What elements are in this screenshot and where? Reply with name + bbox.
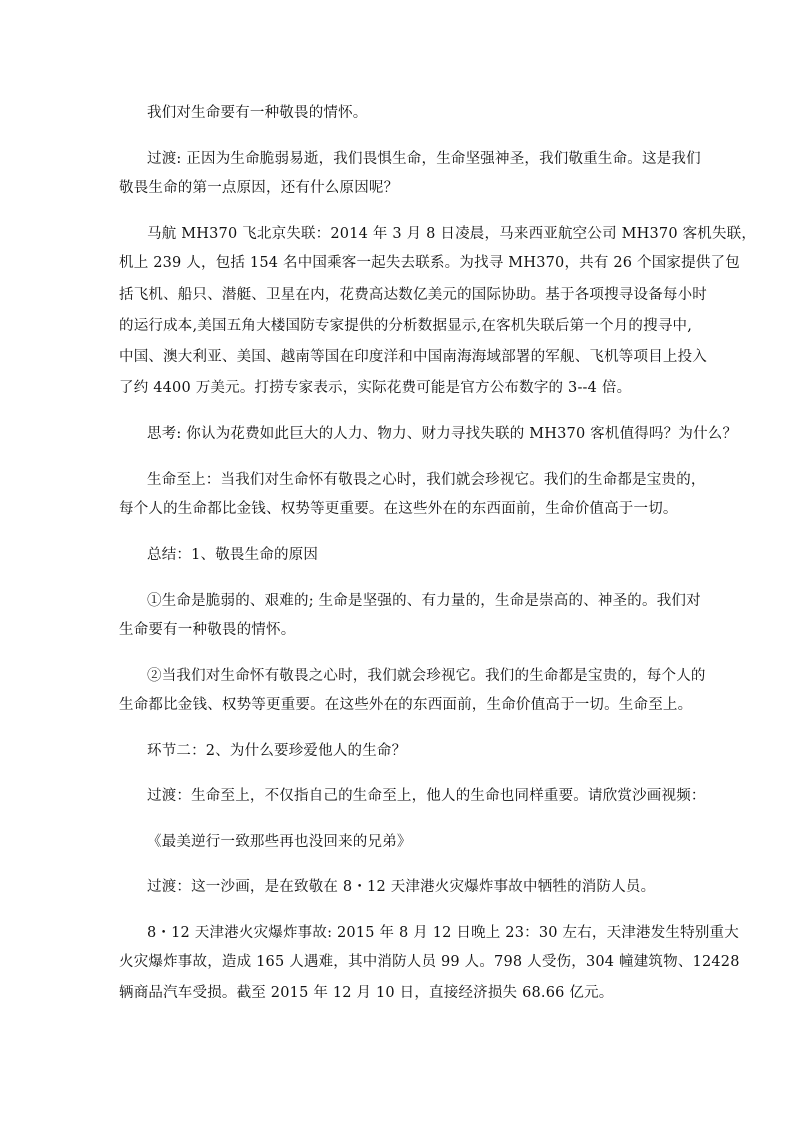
paragraph-section-two-heading: 环节二：2、为什么要珍爱他人的生命？: [147, 743, 407, 759]
paragraph-transition-3-line-1: 过渡：这一沙画，是在致敬在 8・12 天津港火灾爆炸事故中牺牲的消防人员。: [147, 879, 656, 895]
paragraph-life-supreme-line-2: 每个人的生命都比金钱、权势等更重要。在这些外在的东西面前，生命价值高于一切。: [119, 501, 678, 517]
paragraph-video-title: 《最美逆行一致那些再也没回来的兄弟》: [147, 834, 412, 850]
paragraph-awe-line-1: 我们对生命要有一种敬畏的情怀。: [147, 105, 368, 121]
paragraph-summary-heading: 总结：1、敬畏生命的原因: [147, 547, 319, 563]
paragraph-tianjin-line-3: 辆商品汽车受损。截至 2015 年 12 月 10 日，直接经济损失 68.66 亿元。: [119, 985, 614, 1001]
paragraph-transition-1-line-2: 敬畏生命的第一点原因，还有什么原因呢？: [119, 180, 399, 196]
paragraph-tianjin-line-2: 火灾爆炸事故，造成 165 人遇难，其中消防人员 99 人。798 人受伤，304 幢建筑物、12428: [119, 954, 740, 970]
paragraph-transition-2-line-1: 过渡：生命至上，不仅指自己的生命至上，他人的生命也同样重要。请欣赏沙画视频：: [147, 788, 706, 804]
paragraph-mh370-line-4: 的运行成本,美国五角大楼国防专家提供的分析数据显示,在客机失联后第一个月的搜寻中,: [119, 318, 693, 334]
paragraph-mh370-line-6: 了约 4400 万美元。打捞专家表示，实际花费可能是官方公布数字的 3--4 倍。: [119, 380, 632, 396]
paragraph-reason-1-line-1: ①生命是脆弱的、艰难的; 生命是坚强的、有力量的，生命是崇高的、神圣的。我们对: [147, 593, 701, 609]
paragraph-reason-1-line-2: 生命要有一种敬畏的情怀。: [119, 622, 296, 638]
paragraph-mh370-line-3: 括飞机、船只、潜艇、卫星在内，花费高达数亿美元的国际协助。基于各项搜寻设备每小时: [119, 287, 707, 303]
paragraph-reason-2-line-1: ②当我们对生命怀有敬畏之心时，我们就会珍视它。我们的生命都是宝贵的，每个人的: [147, 668, 706, 684]
paragraph-mh370-line-1: 马航 MH370 飞北京失联：2014 年 3 月 8 日凌晨，马来西亚航空公司 MH370 客机失联，: [147, 226, 757, 242]
paragraph-reason-2-line-2: 生命都比金钱、权势等更重要。在这些外在的东西面前，生命价值高于一切。生命至上。: [119, 697, 693, 713]
paragraph-tianjin-line-1: 8・12 天津港火灾爆炸事故: 2015 年 8 月 12 日晚上 23：30 左右，天津港发生特别重大: [147, 925, 739, 941]
paragraph-think-line-1: 思考: 你认为花费如此巨大的人力、物力、财力寻找失联的 MH370 客机值得吗？为什么？: [147, 426, 738, 442]
paragraph-transition-1-line-1: 过渡: 正因为生命脆弱易逝，我们畏惧生命，生命坚强神圣，我们敬重生命。这是我们: [147, 151, 701, 167]
paragraph-mh370-line-2: 机上 239 人，包括 154 名中国乘客一起失去联系。为找寻 MH370，共有 26 个国家提供了包: [119, 255, 740, 271]
paragraph-life-supreme-line-1: 生命至上：当我们对生命怀有敬畏之心时，我们就会珍视它。我们的生命都是宝贵的，: [147, 472, 706, 488]
paragraph-mh370-line-5: 中国、澳大利亚、美国、越南等国在印度洋和中国南海海域部署的军舰、飞机等项目上投入: [119, 349, 707, 365]
